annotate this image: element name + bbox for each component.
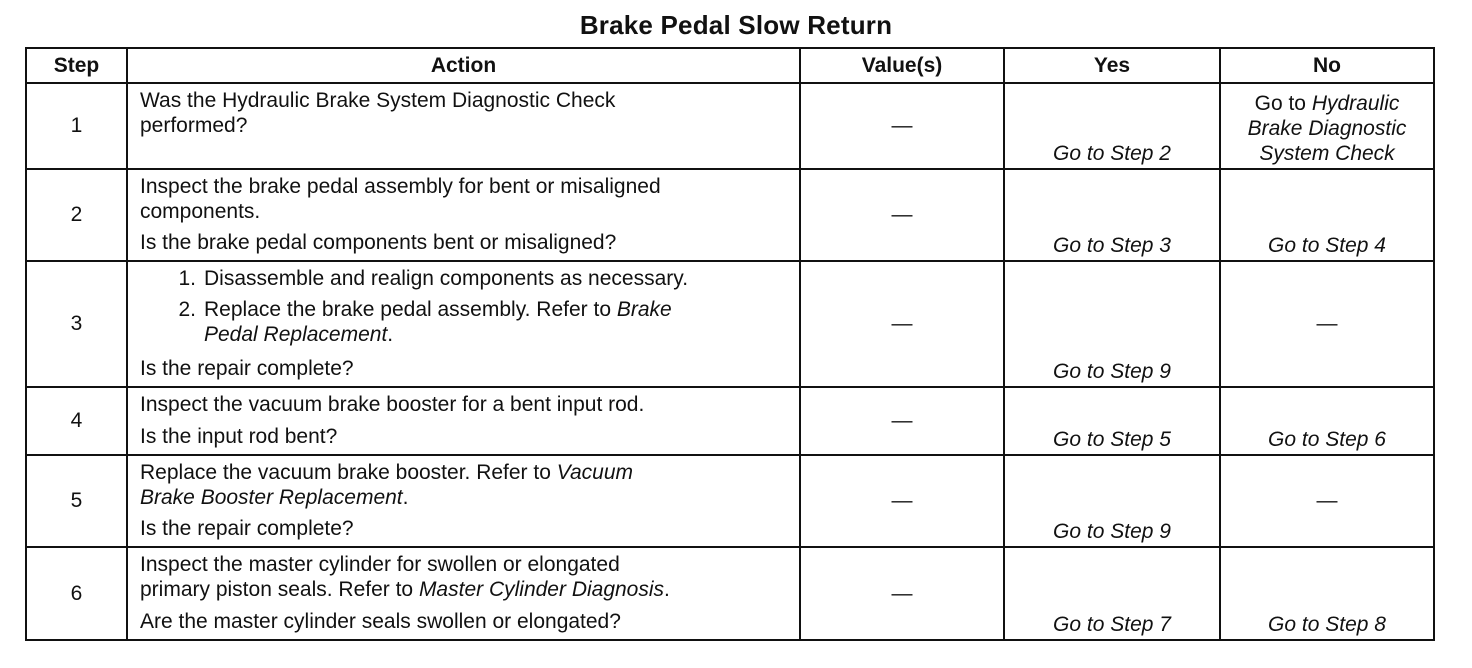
action-cell xyxy=(127,83,800,169)
table-row xyxy=(26,455,1434,547)
action-question: Is the input rod bent? xyxy=(140,425,338,448)
action-text: performed? xyxy=(140,114,248,137)
table-row xyxy=(26,387,1434,455)
yes-link[interactable]: Go to Step 9 xyxy=(1053,360,1171,383)
action-text: Inspect the brake pedal assembly for bent or misaligned xyxy=(140,175,661,198)
no-cell xyxy=(1220,83,1434,169)
yes-cell xyxy=(1004,455,1220,547)
yes-cell xyxy=(1004,387,1220,455)
action-cell xyxy=(127,169,800,261)
no-cell xyxy=(1220,547,1434,640)
table-row xyxy=(26,169,1434,261)
action-text: Inspect the master cylinder for swollen or elongated xyxy=(140,553,620,576)
diagnostic-table xyxy=(25,47,1435,641)
yes-link[interactable]: Go to Step 9 xyxy=(1053,520,1171,543)
action-question: Are the master cylinder seals swollen or elongated? xyxy=(140,610,621,633)
header-values: Value(s) xyxy=(800,48,1004,83)
no-cell xyxy=(1220,261,1434,387)
value-cell xyxy=(800,547,1004,640)
step-number: 2 xyxy=(26,169,127,261)
action-cell xyxy=(127,261,800,387)
action-text: primary piston seals. Refer to Master Cylinder Diagnosis. xyxy=(140,578,670,601)
value-cell xyxy=(800,83,1004,169)
table-header-row xyxy=(26,48,1434,83)
value-dash: — xyxy=(891,203,913,226)
action-text: Inspect the vacuum brake booster for a bent input rod. xyxy=(140,393,645,416)
no-link[interactable]: Go to Hydraulic Brake Diagnostic System Check xyxy=(1247,91,1407,165)
no-cell xyxy=(1220,455,1434,547)
step-number: 5 xyxy=(26,455,127,547)
value-cell xyxy=(800,169,1004,261)
step-number: 3 xyxy=(26,261,127,387)
table-row xyxy=(26,547,1434,640)
header-yes: Yes xyxy=(1004,48,1220,83)
no-cell xyxy=(1220,387,1434,455)
yes-cell xyxy=(1004,169,1220,261)
step-number: 1 xyxy=(26,83,127,169)
yes-link[interactable]: Go to Step 5 xyxy=(1053,428,1171,451)
table-row xyxy=(26,261,1434,387)
yes-cell xyxy=(1004,547,1220,640)
value-dash: — xyxy=(891,114,913,137)
action-text: Brake Booster Replacement. xyxy=(140,486,409,509)
value-dash: — xyxy=(891,312,913,335)
list-item: 1. Disassemble and realign components as necessary. xyxy=(178,267,689,290)
no-dash: — xyxy=(1316,489,1338,512)
header-step: Step xyxy=(26,48,127,83)
action-cell xyxy=(127,387,800,455)
action-question: Is the brake pedal components bent or misaligned? xyxy=(140,231,617,254)
yes-link[interactable]: Go to Step 2 xyxy=(1053,142,1171,165)
yes-cell xyxy=(1004,83,1220,169)
action-question: Is the repair complete? xyxy=(140,517,354,540)
value-dash: — xyxy=(891,581,913,605)
value-cell xyxy=(800,261,1004,387)
list-item: 2. Replace the brake pedal assembly. Refer to Brake Pedal Replacement. xyxy=(178,298,672,346)
header-action: Action xyxy=(127,48,800,83)
action-text: Was the Hydraulic Brake System Diagnostic Check xyxy=(140,89,616,112)
table-title: Brake Pedal Slow Return xyxy=(579,10,893,40)
action-cell xyxy=(127,547,800,640)
action-cell xyxy=(127,455,800,547)
no-link[interactable]: Go to Step 6 xyxy=(1268,428,1386,451)
yes-link[interactable]: Go to Step 7 xyxy=(1053,613,1171,636)
value-dash: — xyxy=(891,489,913,512)
step-number: 6 xyxy=(26,547,127,640)
value-cell xyxy=(800,387,1004,455)
no-link[interactable]: Go to Step 8 xyxy=(1268,613,1386,636)
value-dash: — xyxy=(891,409,913,432)
action-question: Is the repair complete? xyxy=(140,357,354,380)
yes-link[interactable]: Go to Step 3 xyxy=(1053,234,1171,257)
no-link[interactable]: Go to Step 4 xyxy=(1268,234,1386,257)
step-number: 4 xyxy=(26,387,127,455)
action-text: Replace the vacuum brake booster. Refer to Vacuum xyxy=(140,461,633,484)
action-text: components. xyxy=(140,200,261,223)
header-no: No xyxy=(1220,48,1434,83)
no-dash: — xyxy=(1316,312,1338,335)
yes-cell xyxy=(1004,261,1220,387)
value-cell xyxy=(800,455,1004,547)
table-row xyxy=(26,83,1434,169)
no-cell xyxy=(1220,169,1434,261)
